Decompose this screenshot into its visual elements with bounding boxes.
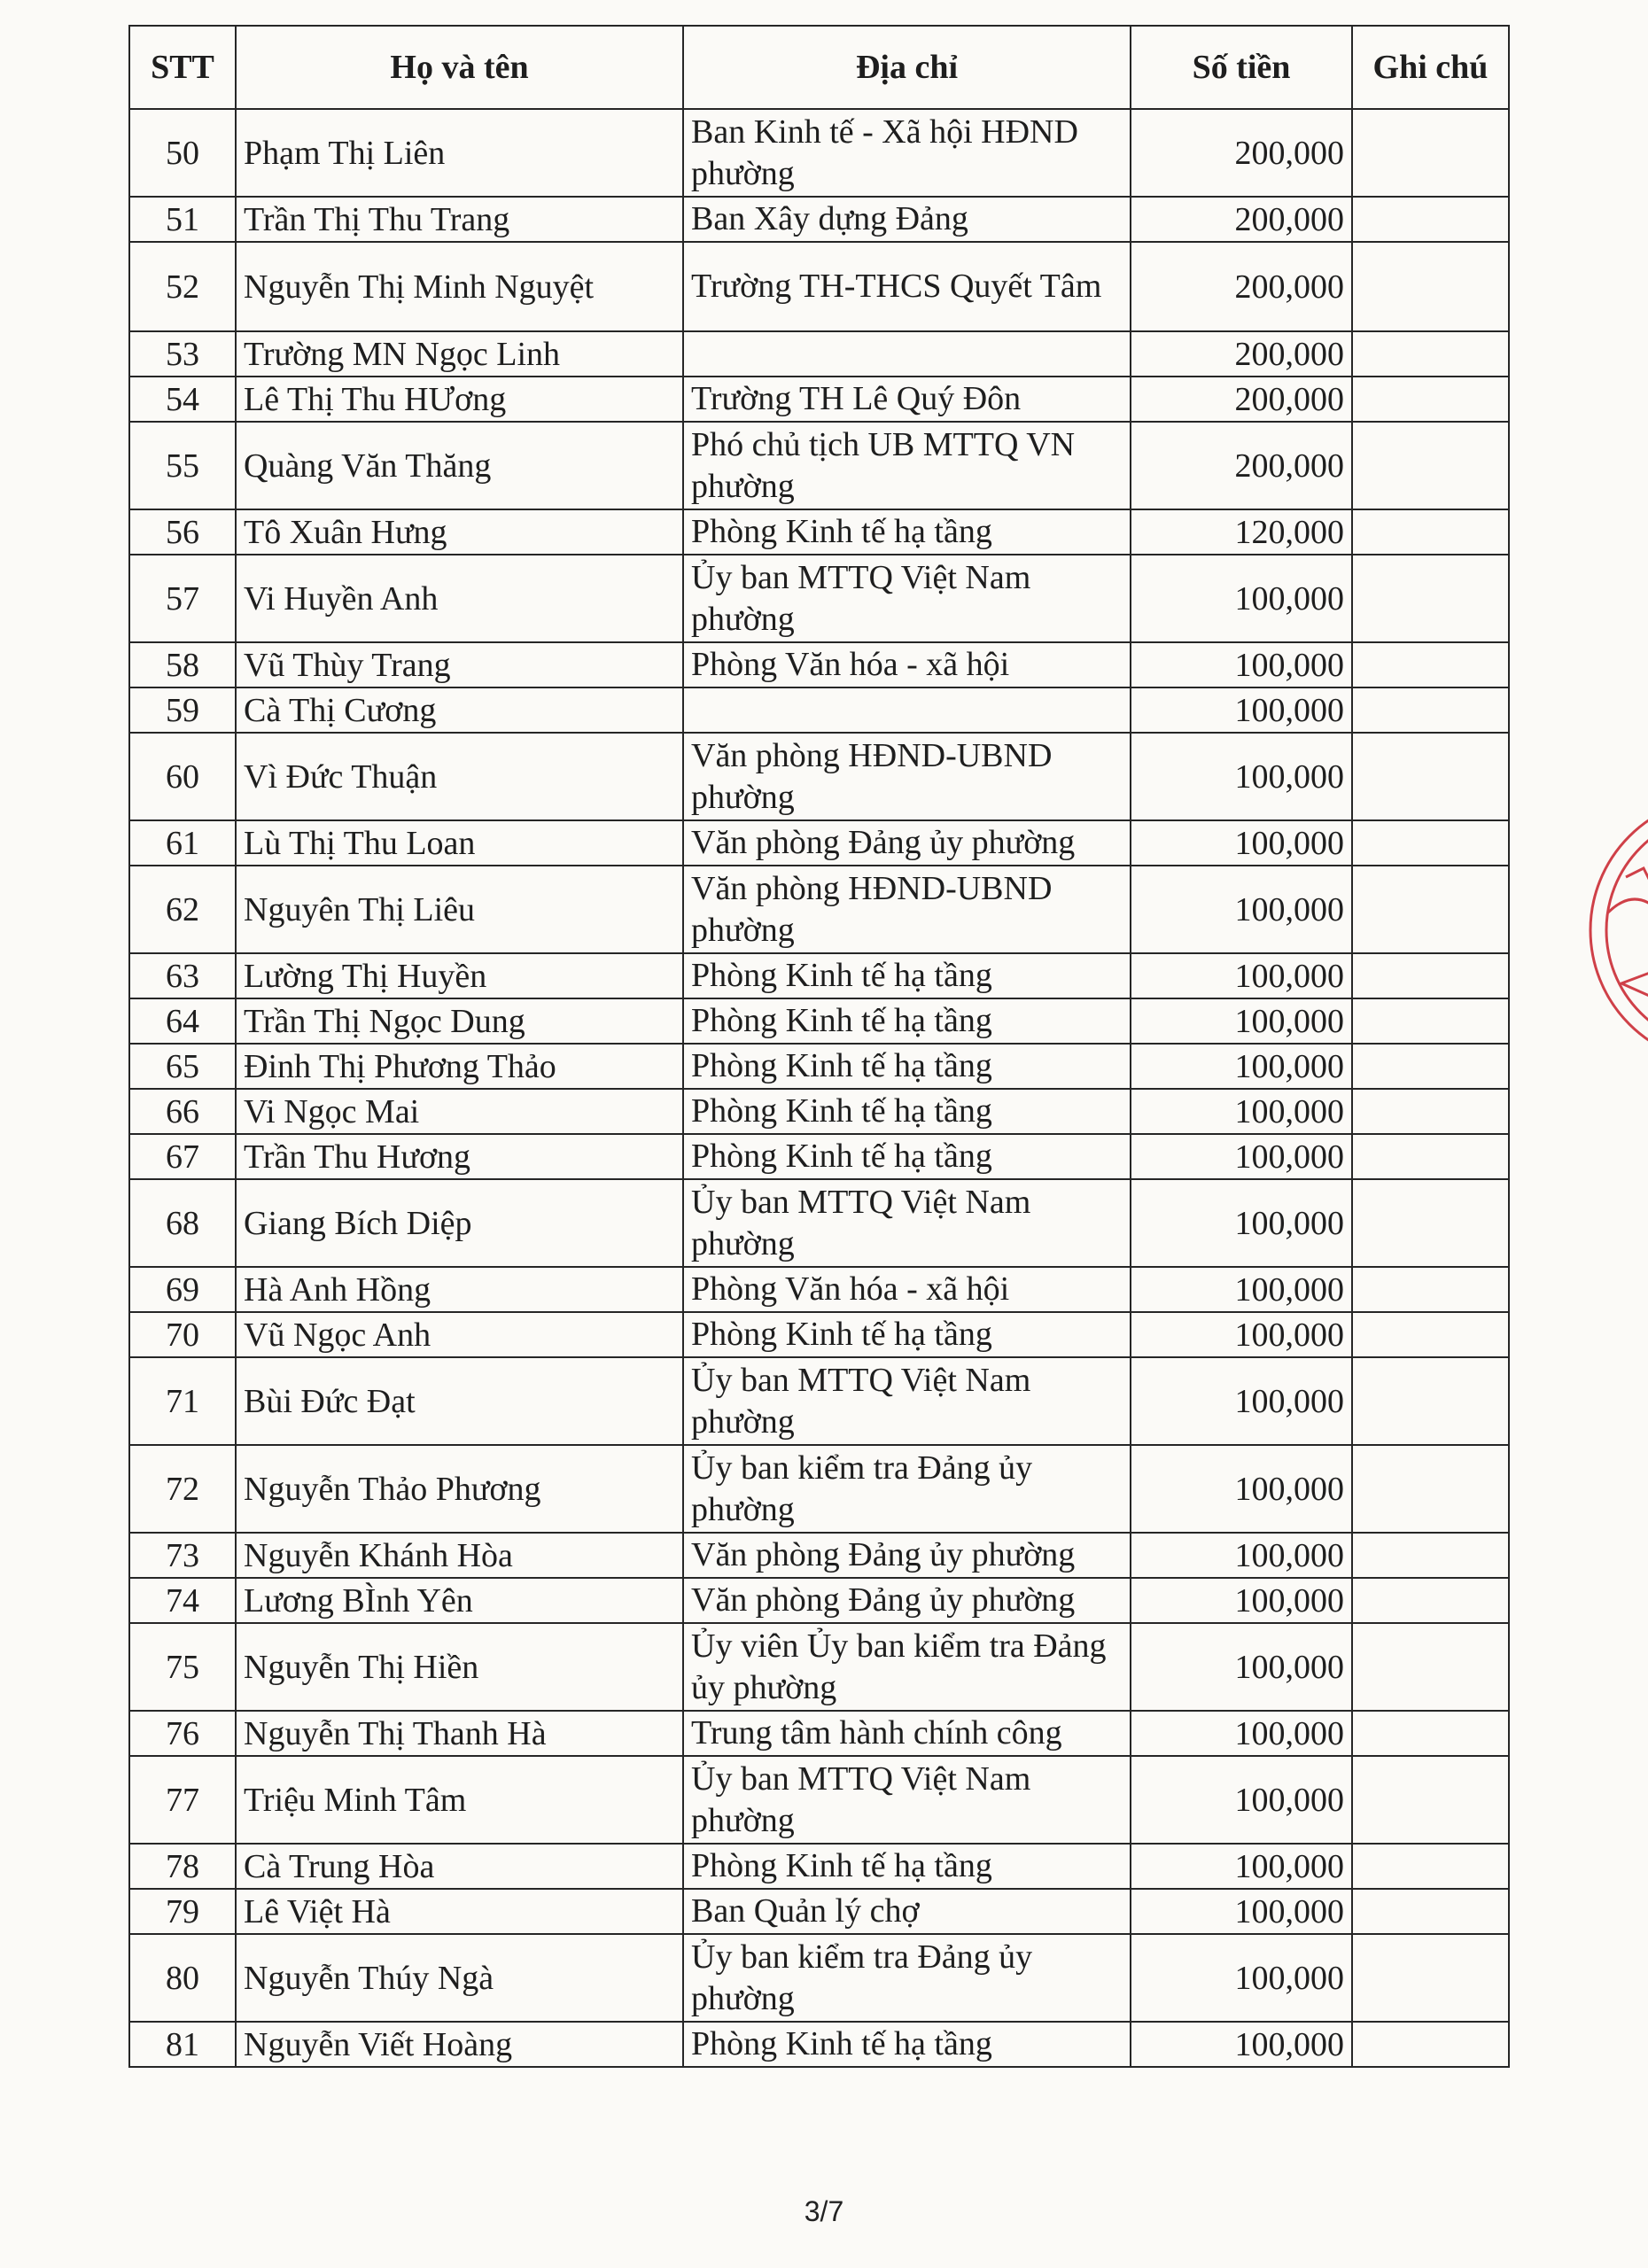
row-stt: 54 bbox=[129, 377, 236, 422]
row-address bbox=[683, 331, 1131, 377]
row-stt: 68 bbox=[129, 1179, 236, 1267]
header-address: Địa chỉ bbox=[683, 26, 1131, 109]
row-address: Phòng Kinh tế hạ tầng bbox=[683, 2022, 1131, 2067]
row-note bbox=[1352, 242, 1509, 331]
row-address: Ban Xây dựng Đảng bbox=[683, 197, 1131, 242]
row-amount: 100,000 bbox=[1131, 1889, 1352, 1934]
table-row bbox=[129, 1711, 1509, 1756]
row-stt: 58 bbox=[129, 642, 236, 687]
row-name: Trần Thị Thu Trang bbox=[236, 197, 683, 242]
row-note bbox=[1352, 197, 1509, 242]
red-seal-stamp bbox=[1573, 780, 1648, 1081]
row-note bbox=[1352, 1533, 1509, 1578]
row-address: Ủy ban MTTQ Việt Nam phường bbox=[683, 1179, 1131, 1267]
header-name: Họ và tên bbox=[236, 26, 683, 109]
table-row bbox=[129, 1357, 1509, 1445]
row-address: Ban Kinh tế - Xã hội HĐND phường bbox=[683, 109, 1131, 197]
row-name: Đinh Thị Phương Thảo bbox=[236, 1044, 683, 1089]
row-address bbox=[683, 687, 1131, 733]
row-address: Văn phòng HĐND-UBND phường bbox=[683, 733, 1131, 820]
row-note bbox=[1352, 1445, 1509, 1533]
row-name: Vi Ngọc Mai bbox=[236, 1089, 683, 1134]
row-address: Văn phòng Đảng ủy phường bbox=[683, 820, 1131, 866]
row-name: Nguyễn Thúy Ngà bbox=[236, 1934, 683, 2022]
table-row bbox=[129, 1578, 1509, 1623]
row-note bbox=[1352, 1134, 1509, 1179]
row-amount: 200,000 bbox=[1131, 197, 1352, 242]
stamp-seal bbox=[1590, 797, 1648, 1063]
row-address: Phòng Kinh tế hạ tầng bbox=[683, 953, 1131, 998]
row-name: Lường Thị Huyền bbox=[236, 953, 683, 998]
row-address: Trường TH Lê Quý Đôn bbox=[683, 377, 1131, 422]
row-name: Trường MN Ngọc Linh bbox=[236, 331, 683, 377]
row-note bbox=[1352, 377, 1509, 422]
row-amount: 100,000 bbox=[1131, 866, 1352, 953]
row-amount: 100,000 bbox=[1131, 1044, 1352, 1089]
row-amount: 100,000 bbox=[1131, 555, 1352, 642]
row-address: Phòng Kinh tế hạ tầng bbox=[683, 1312, 1131, 1357]
table-row bbox=[129, 820, 1509, 866]
row-note bbox=[1352, 1357, 1509, 1445]
row-stt: 56 bbox=[129, 509, 236, 555]
row-name: Nguyễn Thị Minh Nguyệt bbox=[236, 242, 683, 331]
row-note bbox=[1352, 331, 1509, 377]
row-stt: 69 bbox=[129, 1267, 236, 1312]
row-name: Vũ Thùy Trang bbox=[236, 642, 683, 687]
row-address: Phòng Kinh tế hạ tầng bbox=[683, 1134, 1131, 1179]
row-stt: 55 bbox=[129, 422, 236, 509]
table-row bbox=[129, 197, 1509, 242]
row-stt: 51 bbox=[129, 197, 236, 242]
row-note bbox=[1352, 1934, 1509, 2022]
row-note bbox=[1352, 866, 1509, 953]
table-row bbox=[129, 1134, 1509, 1179]
row-stt: 72 bbox=[129, 1445, 236, 1533]
row-note bbox=[1352, 1844, 1509, 1889]
row-note bbox=[1352, 1179, 1509, 1267]
table-row bbox=[129, 377, 1509, 422]
table-row bbox=[129, 687, 1509, 733]
table-row bbox=[129, 953, 1509, 998]
contribution-table bbox=[128, 25, 1510, 2068]
row-name: Trần Thị Ngọc Dung bbox=[236, 998, 683, 1044]
row-stt: 57 bbox=[129, 555, 236, 642]
row-address: Ủy ban MTTQ Việt Nam phường bbox=[683, 1756, 1131, 1844]
table-body bbox=[129, 109, 1509, 2067]
row-amount: 100,000 bbox=[1131, 1134, 1352, 1179]
row-stt: 75 bbox=[129, 1623, 236, 1711]
table-row bbox=[129, 1312, 1509, 1357]
row-note bbox=[1352, 1623, 1509, 1711]
row-address: Phòng Kinh tế hạ tầng bbox=[683, 1089, 1131, 1134]
row-stt: 74 bbox=[129, 1578, 236, 1623]
row-amount: 100,000 bbox=[1131, 1445, 1352, 1533]
row-name: Cà Trung Hòa bbox=[236, 1844, 683, 1889]
row-amount: 100,000 bbox=[1131, 1312, 1352, 1357]
row-address: Trường TH-THCS Quyết Tâm bbox=[683, 242, 1131, 331]
table-row bbox=[129, 1623, 1509, 1711]
table-row bbox=[129, 1934, 1509, 2022]
row-name: Giang Bích Diệp bbox=[236, 1179, 683, 1267]
row-amount: 100,000 bbox=[1131, 1934, 1352, 2022]
row-stt: 63 bbox=[129, 953, 236, 998]
row-name: Triệu Minh Tâm bbox=[236, 1756, 683, 1844]
row-address: Phó chủ tịch UB MTTQ VN phường bbox=[683, 422, 1131, 509]
row-amount: 100,000 bbox=[1131, 733, 1352, 820]
row-note bbox=[1352, 998, 1509, 1044]
row-name: Nguyễn Thị Thanh Hà bbox=[236, 1711, 683, 1756]
row-stt: 50 bbox=[129, 109, 236, 197]
row-note bbox=[1352, 642, 1509, 687]
row-amount: 100,000 bbox=[1131, 953, 1352, 998]
row-note bbox=[1352, 953, 1509, 998]
table-row bbox=[129, 1445, 1509, 1533]
row-stt: 61 bbox=[129, 820, 236, 866]
row-amount: 100,000 bbox=[1131, 1578, 1352, 1623]
row-address: Phòng Kinh tế hạ tầng bbox=[683, 1844, 1131, 1889]
row-name: Lê Việt Hà bbox=[236, 1889, 683, 1934]
row-stt: 70 bbox=[129, 1312, 236, 1357]
row-name: Quàng Văn Thăng bbox=[236, 422, 683, 509]
row-address: Ủy ban kiểm tra Đảng ủy phường bbox=[683, 1934, 1131, 2022]
row-note bbox=[1352, 422, 1509, 509]
row-address: Phòng Văn hóa - xã hội bbox=[683, 642, 1131, 687]
row-stt: 65 bbox=[129, 1044, 236, 1089]
table-row bbox=[129, 1089, 1509, 1134]
row-note bbox=[1352, 2022, 1509, 2067]
table-row bbox=[129, 422, 1509, 509]
row-name: Nguyễn Viết Hoàng bbox=[236, 2022, 683, 2067]
table-row bbox=[129, 1179, 1509, 1267]
row-address: Phòng Kinh tế hạ tầng bbox=[683, 1044, 1131, 1089]
row-amount: 200,000 bbox=[1131, 331, 1352, 377]
row-amount: 200,000 bbox=[1131, 377, 1352, 422]
row-note bbox=[1352, 1044, 1509, 1089]
row-stt: 64 bbox=[129, 998, 236, 1044]
table-row bbox=[129, 642, 1509, 687]
row-amount: 100,000 bbox=[1131, 998, 1352, 1044]
row-address: Phòng Kinh tế hạ tầng bbox=[683, 998, 1131, 1044]
row-amount: 100,000 bbox=[1131, 1267, 1352, 1312]
row-address: Phòng Kinh tế hạ tầng bbox=[683, 509, 1131, 555]
header-stt: STT bbox=[129, 26, 236, 109]
row-address: Trung tâm hành chính công bbox=[683, 1711, 1131, 1756]
row-name: Bùi Đức Đạt bbox=[236, 1357, 683, 1445]
row-name: Hà Anh Hồng bbox=[236, 1267, 683, 1312]
row-name: Lê Thị Thu HƯơng bbox=[236, 377, 683, 422]
row-stt: 81 bbox=[129, 2022, 236, 2067]
row-name: Phạm Thị Liên bbox=[236, 109, 683, 197]
table-row bbox=[129, 1756, 1509, 1844]
table-row bbox=[129, 331, 1509, 377]
row-amount: 100,000 bbox=[1131, 1089, 1352, 1134]
row-stt: 76 bbox=[129, 1711, 236, 1756]
table-row bbox=[129, 866, 1509, 953]
row-address: Ban Quản lý chợ bbox=[683, 1889, 1131, 1934]
row-name: Nguyễn Thị Hiền bbox=[236, 1623, 683, 1711]
row-name: Nguyễn Khánh Hòa bbox=[236, 1533, 683, 1578]
table-row bbox=[129, 1267, 1509, 1312]
row-stt: 73 bbox=[129, 1533, 236, 1578]
row-amount: 200,000 bbox=[1131, 422, 1352, 509]
header-row bbox=[129, 26, 1509, 109]
row-address: Văn phòng Đảng ủy phường bbox=[683, 1533, 1131, 1578]
row-amount: 200,000 bbox=[1131, 242, 1352, 331]
table-row bbox=[129, 242, 1509, 331]
row-stt: 67 bbox=[129, 1134, 236, 1179]
row-amount: 100,000 bbox=[1131, 1179, 1352, 1267]
row-amount: 100,000 bbox=[1131, 1623, 1352, 1711]
row-amount: 100,000 bbox=[1131, 820, 1352, 866]
row-address: Phòng Văn hóa - xã hội bbox=[683, 1267, 1131, 1312]
row-amount: 100,000 bbox=[1131, 642, 1352, 687]
row-amount: 100,000 bbox=[1131, 2022, 1352, 2067]
row-stt: 66 bbox=[129, 1089, 236, 1134]
row-amount: 200,000 bbox=[1131, 109, 1352, 197]
row-note bbox=[1352, 109, 1509, 197]
table-row bbox=[129, 1889, 1509, 1934]
row-amount: 100,000 bbox=[1131, 1756, 1352, 1844]
row-stt: 78 bbox=[129, 1844, 236, 1889]
row-amount: 100,000 bbox=[1131, 687, 1352, 733]
row-amount: 100,000 bbox=[1131, 1711, 1352, 1756]
row-address: Văn phòng Đảng ủy phường bbox=[683, 1578, 1131, 1623]
row-stt: 59 bbox=[129, 687, 236, 733]
row-stt: 52 bbox=[129, 242, 236, 331]
row-stt: 60 bbox=[129, 733, 236, 820]
row-name: Cà Thị Cương bbox=[236, 687, 683, 733]
row-address: Ủy viên Ủy ban kiểm tra Đảng ủy phường bbox=[683, 1623, 1131, 1711]
row-note bbox=[1352, 820, 1509, 866]
row-stt: 62 bbox=[129, 866, 236, 953]
table-header bbox=[129, 26, 1509, 109]
row-note bbox=[1352, 1089, 1509, 1134]
row-address: Ủy ban MTTQ Việt Nam phường bbox=[683, 555, 1131, 642]
row-name: Nguyễn Thảo Phương bbox=[236, 1445, 683, 1533]
row-note bbox=[1352, 687, 1509, 733]
row-name: Vì Đức Thuận bbox=[236, 733, 683, 820]
row-note bbox=[1352, 1711, 1509, 1756]
row-stt: 77 bbox=[129, 1756, 236, 1844]
header-amount: Số tiền bbox=[1131, 26, 1352, 109]
table-row bbox=[129, 998, 1509, 1044]
row-stt: 53 bbox=[129, 331, 236, 377]
row-name: Lương BÌnh Yên bbox=[236, 1578, 683, 1623]
table-row bbox=[129, 1533, 1509, 1578]
row-amount: 100,000 bbox=[1131, 1533, 1352, 1578]
row-stt: 71 bbox=[129, 1357, 236, 1445]
row-name: Lù Thị Thu Loan bbox=[236, 820, 683, 866]
row-name: Tô Xuân Hưng bbox=[236, 509, 683, 555]
row-amount: 120,000 bbox=[1131, 509, 1352, 555]
row-amount: 100,000 bbox=[1131, 1357, 1352, 1445]
row-name: Vi Huyền Anh bbox=[236, 555, 683, 642]
row-note bbox=[1352, 1889, 1509, 1934]
row-note bbox=[1352, 1578, 1509, 1623]
page-number: 3/7 bbox=[804, 2195, 844, 2227]
row-address: Ủy ban kiểm tra Đảng ủy phường bbox=[683, 1445, 1131, 1533]
contribution-table-container bbox=[128, 25, 1508, 2068]
table-row bbox=[129, 109, 1509, 197]
row-name: Trần Thu Hương bbox=[236, 1134, 683, 1179]
row-note bbox=[1352, 1312, 1509, 1357]
row-amount: 100,000 bbox=[1131, 1844, 1352, 1889]
row-stt: 80 bbox=[129, 1934, 236, 2022]
table-row bbox=[129, 1844, 1509, 1889]
row-note bbox=[1352, 509, 1509, 555]
header-note: Ghi chú bbox=[1352, 26, 1509, 109]
row-note bbox=[1352, 1267, 1509, 1312]
row-name: Nguyên Thị Liêu bbox=[236, 866, 683, 953]
row-address: Ủy ban MTTQ Việt Nam phường bbox=[683, 1357, 1131, 1445]
row-name: Vũ Ngọc Anh bbox=[236, 1312, 683, 1357]
row-stt: 79 bbox=[129, 1889, 236, 1934]
row-note bbox=[1352, 733, 1509, 820]
row-address: Văn phòng HĐND-UBND phường bbox=[683, 866, 1131, 953]
table-row bbox=[129, 2022, 1509, 2067]
table-row bbox=[129, 1044, 1509, 1089]
row-note bbox=[1352, 1756, 1509, 1844]
table-row bbox=[129, 555, 1509, 642]
row-note bbox=[1352, 555, 1509, 642]
table-row bbox=[129, 733, 1509, 820]
table-row bbox=[129, 509, 1509, 555]
